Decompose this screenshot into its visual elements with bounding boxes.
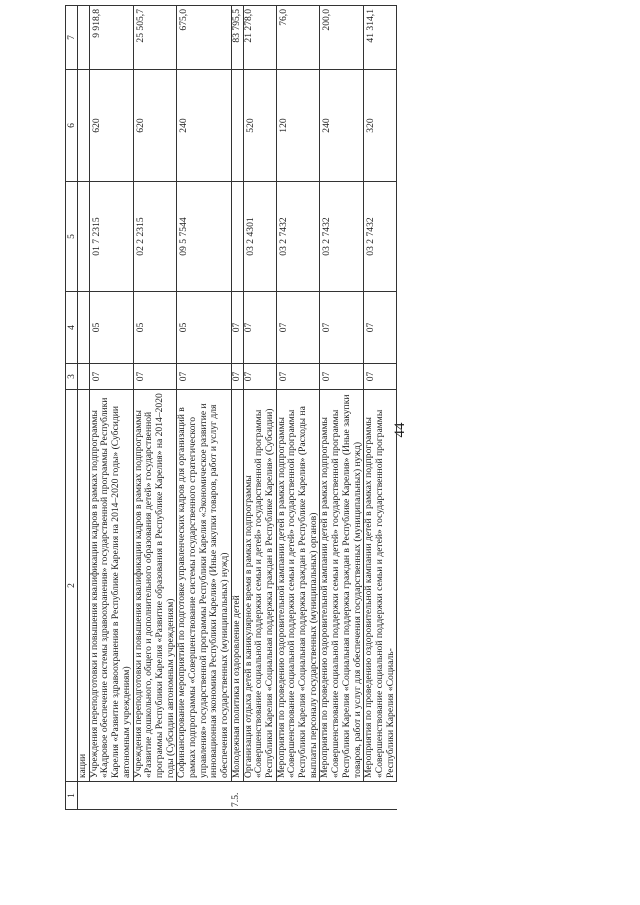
table-row [320,6,364,810]
amount: 21 278,0 [243,6,276,70]
amount [78,6,90,70]
expense-type-code [78,70,90,182]
subsection-code [78,292,90,364]
target-item-code: 01 7 2315 [89,182,133,292]
amount: 76,0 [276,6,320,70]
section-code: 07 [364,364,397,390]
row-number [364,782,397,810]
subsection-code: 07 [276,292,320,364]
target-item-code: 03 2 4301 [243,182,276,292]
subsection-code: 07 [364,292,397,364]
header-cell: 3 [66,364,78,390]
table-row [231,6,243,810]
row-number [78,782,90,810]
target-item-code: 09 5 7544 [177,182,232,292]
section-code: 07 [89,364,133,390]
amount: 9 918,8 [89,6,133,70]
subsection-code: 05 [177,292,232,364]
row-description: Софинансирование мероприятий по подготовке управленческих кадров для организаций в рамках подпрограммы «Совершенствование системы государственного стратегического управления» государственной программы Республики Карелия «Экономическое развитие и инновационная экономика Республики Карелия» (Иные закупки товаров, работ и услуг для обеспечения государственных (муниципальных) нужд) [177,390,232,782]
row-description: Мероприятия по проведению оздоровительной кампании детей в рамках подпрограммы «Совершенствование социальной поддержки семьи и детей» государственной программы Республики Карелия «Социальная поддержка граждан в Республике Карелия» (Иные закупки товаров, работ и услуг для обеспечения государственных (муниципальных) нужд) [320,390,364,782]
expense-type-code [231,70,243,182]
row-description: кации [78,390,90,782]
section-code: 07 [276,364,320,390]
expense-type-code: 120 [276,70,320,182]
expense-type-code: 240 [177,70,232,182]
subsection-code: 07 [320,292,364,364]
section-code: 07 [231,364,243,390]
subsection-code: 07 [231,292,243,364]
table-row [276,6,320,810]
row-number [276,782,320,810]
expense-type-code: 240 [320,70,364,182]
amount: 200,0 [320,6,364,70]
table-row [89,6,133,810]
amount: 25 505,7 [133,6,177,70]
row-number [89,782,133,810]
page-number: 44 [392,422,408,438]
table-row [364,6,397,810]
section-code: 07 [177,364,232,390]
row-description: Учреждения переподготовки и повышения квалификации кадров в рамках подпрограммы «Развитие дошкольного, общего и дополнительного образования детей» государственной программы Республики Карелия «Развитие образования в Республике Карелия» на 2014–2020 годы (Субсидии автономным учреждениям) [133,390,177,782]
section-code: 07 [243,364,276,390]
row-description: Мероприятия по проведению оздоровительной кампании детей в рамках подпрограммы «Совершенствование социальной поддержки семьи и детей» государственной программы Республики Карелия «Социальная поддержка граждан в Республике Карелия» (Расходы на выплаты персоналу государственных (муниципальных) органов) [276,390,320,782]
target-item-code: 03 2 7432 [276,182,320,292]
row-description: Учреждения переподготовки и повышения квалификации кадров в рамках подпрограммы «Кадровое обеспечение системы здравоохранения» государственной программы Республики Карелия «Развитие здравоохранения в Республике Карелия на 2014–2020 годы» (Субсидии автономным учреждениям) [89,390,133,782]
row-description: Молодежная политика и оздоровление детей [231,390,243,782]
amount: 675,0 [177,6,232,70]
row-number [177,782,232,810]
expense-type-code: 320 [364,70,397,182]
subsection-code: 07 [243,292,276,364]
header-cell: 1 [66,782,78,810]
row-description: Организация отдыха детей в каникулярное время в рамках подпрограммы «Совершенствование социальной поддержки семьи и детей» государственной программы Республики Карелия «Социальная поддержка граждан в Республике Карелия» (Субсидии) [243,390,276,782]
row-number [133,782,177,810]
header-cell: 5 [66,182,78,292]
target-item-code: 02 2 2315 [133,182,177,292]
expense-type-code: 620 [133,70,177,182]
table-row [133,6,177,810]
row-number [320,782,364,810]
header-cell: 6 [66,70,78,182]
target-item-code [231,182,243,292]
subsection-code: 05 [133,292,177,364]
row-number: 7.5. [231,782,243,810]
header-cell: 2 [66,390,78,782]
section-code: 07 [133,364,177,390]
budget-table [65,5,397,810]
target-item-code: 03 2 7432 [320,182,364,292]
subsection-code: 05 [89,292,133,364]
target-item-code: 03 2 7432 [364,182,397,292]
table-header-row [66,6,78,810]
row-number [243,782,276,810]
expense-type-code: 520 [243,70,276,182]
header-cell: 4 [66,292,78,364]
amount: 83 795,5 [231,6,243,70]
section-code [78,364,90,390]
target-item-code [78,182,90,292]
rotated-table-container [65,6,581,810]
expense-type-code: 620 [89,70,133,182]
row-description: Мероприятия по проведению оздоровительной кампании детей в рамках подпрограммы «Совершенствование социальной поддержки семьи и детей» государственной программы Республики Карелия «Социаль- [364,390,397,782]
amount: 41 314,1 [364,6,397,70]
section-code: 07 [320,364,364,390]
header-cell: 7 [66,6,78,70]
table-row [78,6,90,810]
table-row [243,6,276,810]
table-row [177,6,232,810]
